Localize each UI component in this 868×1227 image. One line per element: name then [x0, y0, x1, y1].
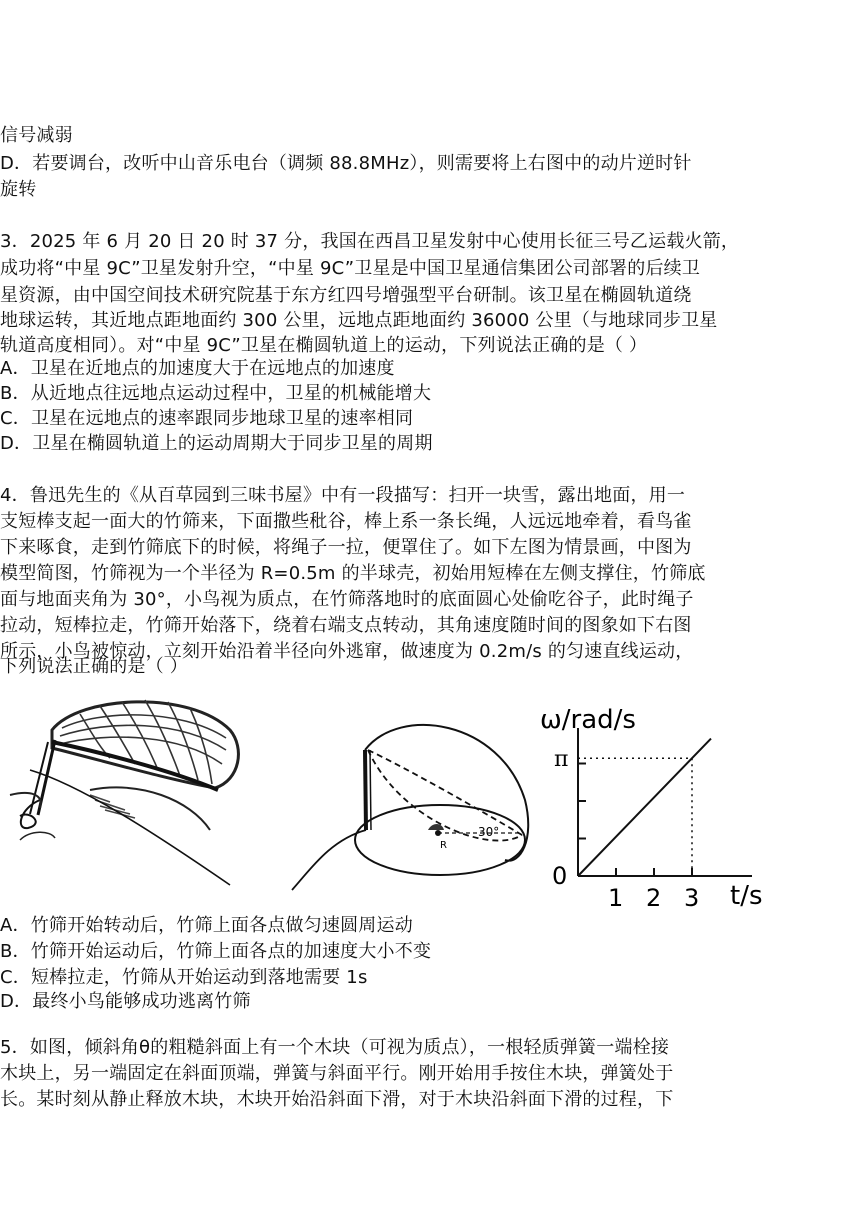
x-tick-label: 3	[684, 884, 700, 912]
q4-stem-line: 支短棒支起一面大的竹筛来，下面撒些秕谷，棒上系一条长绳，人远远地牵着，看鸟雀	[0, 511, 692, 532]
prev-option-d-line-2: 旋转	[0, 179, 37, 200]
omega-series-line	[578, 739, 711, 876]
origin-label: 0	[552, 862, 568, 890]
sieve-scene-drawing	[0, 690, 270, 890]
q3-stem-line: 3．2025 年 6 月 20 日 20 时 37 分，我国在西昌卫星发射中心使用长征三号乙运载火箭，	[0, 231, 740, 252]
omega-time-graph	[540, 700, 790, 915]
q4-option-a: A．竹筛开始转动后，竹筛上面各点做匀速圆周运动	[0, 915, 413, 936]
hemisphere-model	[290, 700, 540, 900]
q4-stem-line: 模型简图，竹筛视为一个半径为 R=0.5m 的半球壳，初始用短棒在左侧支撑住，竹筛底	[0, 563, 706, 584]
x-tick-label: 2	[646, 884, 662, 912]
q3-option-b: B．从近地点往远地点运动过程中，卫星的机械能增大	[0, 383, 432, 404]
prev-fragment-line-1: 信号减弱	[0, 125, 73, 146]
x-axis-label: t/s	[730, 881, 763, 911]
scene-illustration	[0, 690, 270, 890]
q4-stem-line: 拉动，短棒拉走，竹筛开始落下，绕着右端支点转动，其角速度随时间的图象如下右图	[0, 615, 692, 636]
q4-stem-line: 下列说法正确的是（ ）	[0, 656, 188, 677]
q3-stem-line: 轨道高度相同）。对“中星 9C”卫星在椭圆轨道上的运动，下列说法正确的是（ ）	[0, 335, 648, 356]
q4-option-c: C．短棒拉走，竹筛从开始运动到落地需要 1s	[0, 967, 368, 988]
q3-option-c: C．卫星在远地点的速率跟同步地球卫星的速率相同	[0, 408, 414, 429]
x-tick-label: 1	[608, 884, 624, 912]
q5-stem-line: 5．如图，倾斜角θ的粗糙斜面上有一个木块（可视为质点），一根轻质弹簧一端栓接	[0, 1037, 670, 1058]
q5-stem-line: 长。某时刻从静止释放木块，木块开始沿斜面下滑，对于木块沿斜面下滑的过程，下	[0, 1089, 674, 1110]
q4-stem-line: 4．鲁迅先生的《从百草园到三味书屋》中有一段描写：扫开一块雪，露出地面，用一	[0, 485, 686, 506]
model-angle-label: 30°	[478, 825, 500, 839]
q3-stem-line: 成功将“中星 9C”卫星发射升空，“中星 9C”卫星是中国卫星通信集团公司部署的后续卫	[0, 258, 701, 279]
q5-stem-line: 木块上，另一端固定在斜面顶端，弹簧与斜面平行。刚开始用手按住木块，弹簧处于	[0, 1063, 674, 1084]
q3-option-d: D．卫星在椭圆轨道上的运动周期大于同步卫星的周期	[0, 433, 433, 454]
model-diagram	[290, 700, 540, 900]
q3-stem-line: 星资源，由中国空间技术研究院基于东方红四号增强型平台研制。该卫星在椭圆轨道绕	[0, 285, 692, 306]
q4-option-b: B．竹筛开始运动后，竹筛上面各点的加速度大小不变	[0, 941, 432, 962]
q4-stem-line: 所示，小鸟被惊动，立刻开始沿着半径向外逃窜，做速度为 0.2m/s 的匀速直线运动，	[0, 641, 694, 662]
y-tick-label: π	[554, 747, 569, 773]
prev-option-d-line-1: D．若要调台，改听中山音乐电台（调频 88.8MHz），则需要将上右图中的动片逆时针	[0, 153, 692, 174]
y-axis-label: ω/rad/s	[540, 705, 636, 735]
q3-stem-line: 地球运转，其近地点距地面约 300 公里，远地点距地面约 36000 公里（与地球同步卫星	[0, 310, 718, 331]
q4-stem-line: 下来啄食，走到竹筛底下的时候，将绳子一拉，便罩住了。如下左图为情景画，中图为	[0, 537, 692, 558]
q4-option-d: D．最终小鸟能够成功逃离竹筛	[0, 991, 251, 1012]
q4-stem-line: 面与地面夹角为 30°，小鸟视为质点，在竹筛落地时的底面圆心处偷吃谷子，此时绳子	[0, 589, 694, 610]
omega-chart-svg	[540, 700, 790, 915]
model-center-label: R	[440, 840, 447, 851]
q3-option-a: A．卫星在近地点的加速度大于在远地点的加速度	[0, 358, 395, 379]
